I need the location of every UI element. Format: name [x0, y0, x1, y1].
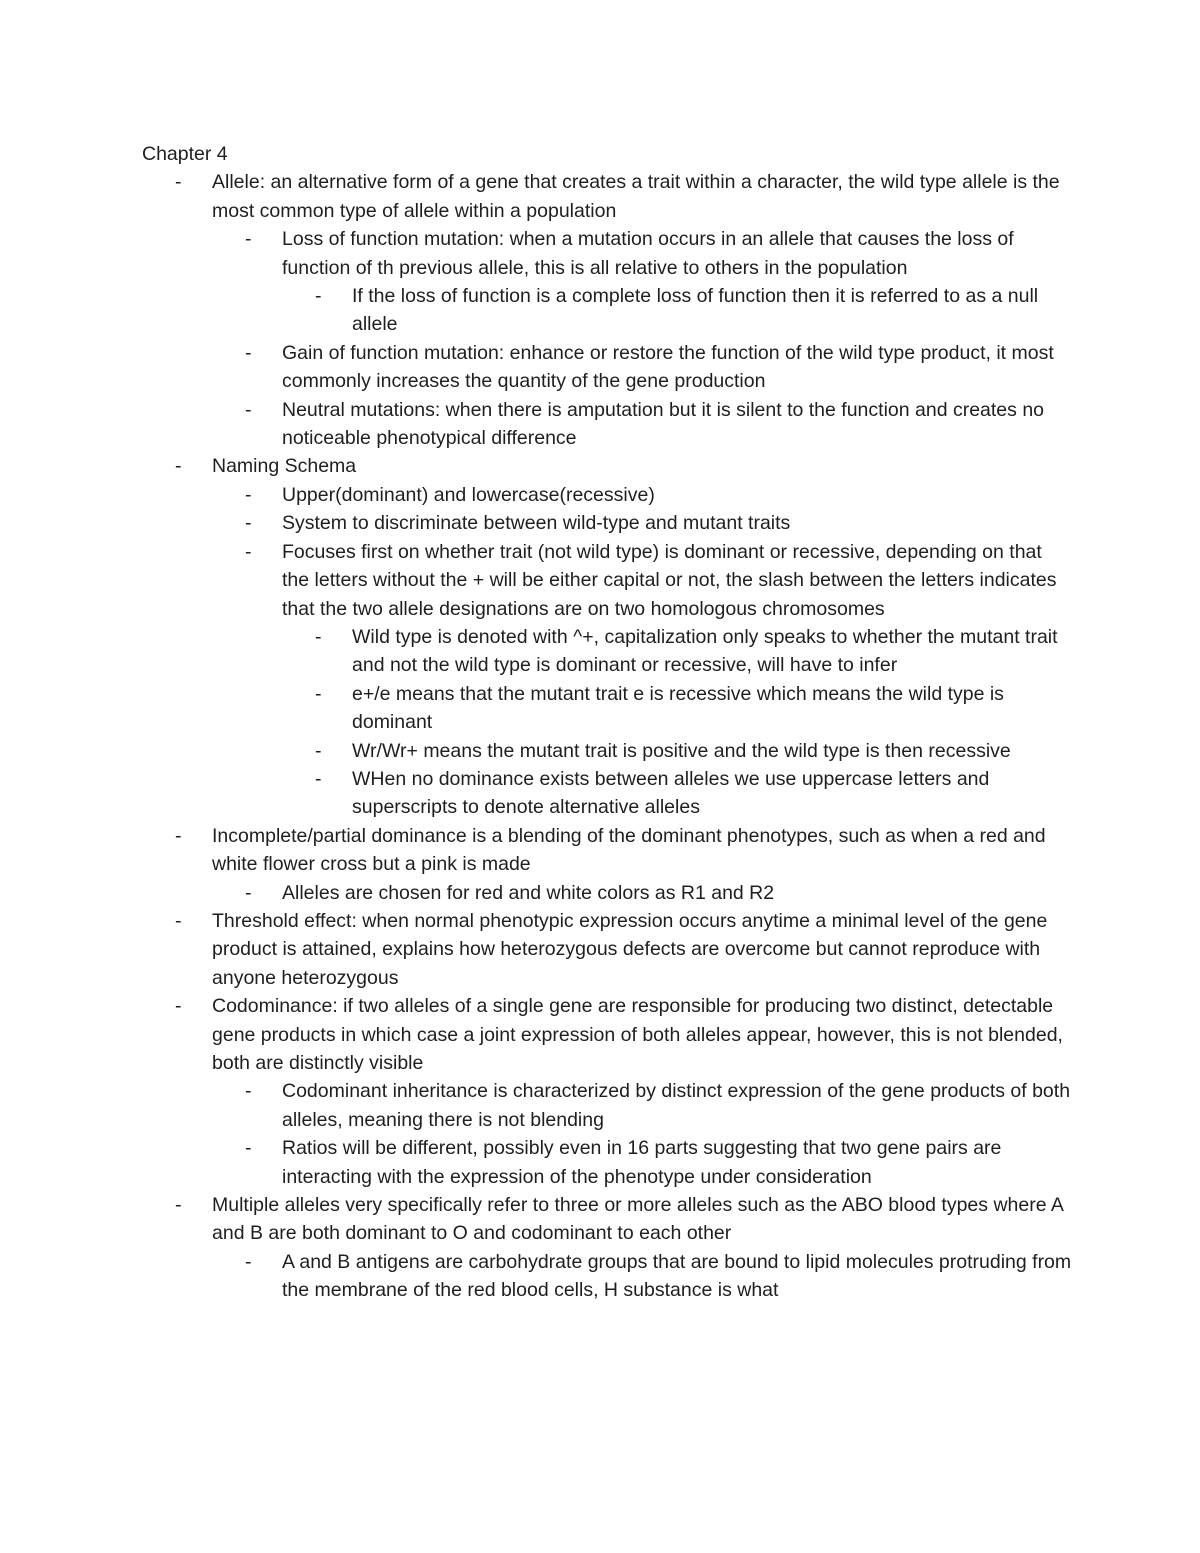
- bullet-dash: -: [175, 171, 182, 194]
- outline-level-2: [212, 481, 1072, 822]
- list-item: [212, 396, 1072, 453]
- list-item: [142, 822, 1072, 907]
- list-item: [282, 282, 1072, 339]
- outline-level-3: [282, 282, 1072, 339]
- list-item: [212, 481, 1072, 509]
- list-item-text: System to discriminate between wild-type and mutant traits: [282, 512, 791, 535]
- list-item-text: Ratios will be different, possibly even in 16 parts suggesting that two gene pairs are interacting with the expression of the phenotype under consideration: [282, 1137, 1002, 1188]
- outline-level-1: [142, 168, 1072, 1304]
- list-item-text: A and B antigens are carbohydrate groups that are bound to lipid molecules protruding from the membrane of the red blood cells, H substance is what: [282, 1250, 1072, 1302]
- list-item-text: Codominant inheritance is characterized by distinct expression of the gene products of both alleles, meaning there is not blending: [282, 1080, 1071, 1131]
- list-item-text: Allele: an alternative form of a gene that creates a trait within a character, the wild type allele is the most common type of allele within a population: [212, 171, 1060, 222]
- list-item-text: Gain of function mutation: enhance or restore the function of the wild type product, it most commonly increases the quantity of the gene production: [282, 341, 1054, 393]
- list-item: [212, 879, 1072, 907]
- bullet-dash: -: [315, 767, 322, 790]
- bullet-dash: -: [245, 1137, 252, 1160]
- bullet-dash: -: [245, 540, 252, 563]
- bullet-dash: -: [175, 824, 182, 847]
- list-item-text: Alleles are chosen for red and white colors as R1 and R2: [282, 881, 775, 904]
- bullet-dash: -: [245, 341, 252, 364]
- bullet-dash: -: [175, 995, 182, 1018]
- page-title: Chapter 4: [142, 143, 228, 165]
- bullet-dash: -: [245, 398, 252, 421]
- bullet-dash: -: [245, 483, 252, 506]
- document-body: [142, 140, 1072, 1305]
- bullet-dash: -: [315, 625, 322, 648]
- list-item: [282, 765, 1072, 822]
- list-item: [282, 680, 1072, 737]
- list-item: [142, 992, 1072, 1191]
- bullet-dash: -: [245, 881, 252, 904]
- list-item: [142, 168, 1072, 452]
- list-item: [212, 538, 1072, 822]
- bullet-dash: -: [175, 455, 182, 478]
- list-item: [212, 509, 1072, 537]
- list-item-text: Multiple alleles very specifically refer to three or more alleles such as the ABO blood types where A and B are both dominant to O and codominant to each other: [212, 1194, 1063, 1245]
- outline-level-3: [282, 623, 1072, 822]
- list-item: [212, 1134, 1072, 1191]
- list-item-text: Incomplete/partial dominance is a blending of the dominant phenotypes, such as when a red and white flower cross but a pink is made: [212, 824, 1046, 876]
- outline-level-2: [212, 879, 1072, 907]
- list-item-text: Neutral mutations: when there is amputation but it is silent to the function and creates no noticeable phenotypical difference: [282, 398, 1045, 450]
- bullet-dash: -: [315, 739, 322, 762]
- list-item: [212, 1077, 1072, 1134]
- list-item-text: Focuses first on whether trait (not wild type) is dominant or recessive, depending on that the letters without the + will be either capital or not, the slash between the letters indicates that the two allele designations are on two homologous chromosomes: [282, 540, 1057, 620]
- bullet-dash: -: [315, 682, 322, 705]
- outline-level-2: [212, 1077, 1072, 1191]
- list-item: [142, 1191, 1072, 1305]
- list-item-text: Upper(dominant) and lowercase(recessive): [282, 483, 655, 506]
- list-item-text: If the loss of function is a complete loss of function then it is referred to as a null allele: [352, 285, 1039, 336]
- list-item-text: WHen no dominance exists between alleles we use uppercase letters and superscripts to denote alternative alleles: [352, 767, 990, 819]
- list-item-text: Loss of function mutation: when a mutation occurs in an allele that causes the loss of function of th previous allele, this is all relative to others in the population: [282, 228, 1014, 279]
- bullet-dash: -: [175, 1194, 182, 1217]
- bullet-dash: -: [175, 909, 182, 932]
- list-item-text: Threshold effect: when normal phenotypic expression occurs anytime a minimal level of the gene product is attained, explains how heterozygous defects are overcome but cannot reproduce with anyone heterozygous: [212, 909, 1048, 989]
- list-item-text: Wild type is denoted with ^+, capitalization only speaks to whether the mutant trait and not the wild type is dominant or recessive, will have to infer: [352, 625, 1058, 677]
- bullet-dash: -: [245, 1250, 252, 1273]
- list-item-text: Wr/Wr+ means the mutant trait is positive and the wild type is then recessive: [352, 739, 1011, 762]
- list-item: [142, 907, 1072, 992]
- list-item: [142, 452, 1072, 821]
- bullet-dash: -: [245, 512, 252, 535]
- list-item: [212, 1248, 1072, 1305]
- outline-level-2: [212, 1248, 1072, 1305]
- bullet-dash: -: [315, 285, 322, 308]
- bullet-dash: -: [245, 228, 252, 251]
- list-item-text: Codominance: if two alleles of a single gene are responsible for producing two distinct, detectable gene products in which case a joint expression of both alleles appear, however, this is not blended, both are distinctly visible: [212, 995, 1063, 1074]
- list-item-text: Naming Schema: [212, 455, 357, 478]
- list-item: [212, 225, 1072, 339]
- outline-level-2: [212, 225, 1072, 452]
- list-item: [282, 737, 1072, 765]
- list-item: [282, 623, 1072, 680]
- list-item: [212, 339, 1072, 396]
- bullet-dash: -: [245, 1080, 252, 1103]
- list-item-text: e+/e means that the mutant trait e is recessive which means the wild type is dominant: [352, 682, 1004, 734]
